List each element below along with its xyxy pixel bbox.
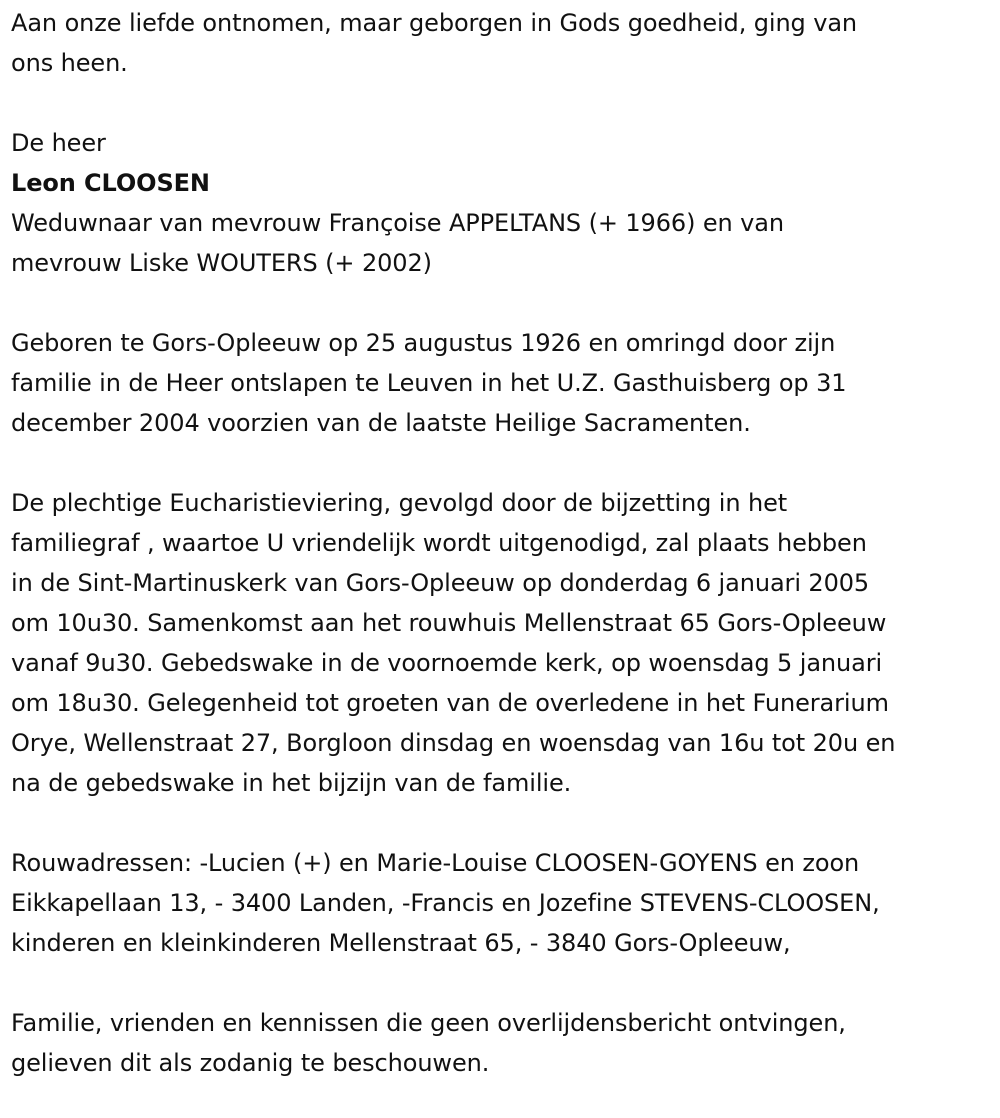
spacer (11, 83, 996, 123)
closing-paragraph: Familie, vrienden en kennissen die geen overlijdensbericht ontvingen, gelieven dit als zodanig te beschouwen. (11, 1009, 846, 1077)
spacer (11, 963, 996, 1003)
death-notice (11, 3, 996, 1083)
addresses-paragraph: Rouwadressen: -Lucien (+) en Marie-Louise CLOOSEN-GOYENS en zoon Eikkapellaan 13, - 3400 Landen, -Francis en Jozefine STEVENS-CLOOSEN, kinderen en kleinkinderen Mellenstraat 65, - 3840 Gors-Opleeuw, (11, 849, 880, 957)
salutation: De heer (11, 129, 106, 157)
intro-paragraph: Aan onze liefde ontnomen, maar geborgen in Gods goedheid, ging van ons heen. (11, 9, 858, 77)
spacer (11, 443, 996, 483)
spacer (11, 803, 996, 843)
widower-paragraph: Weduwnaar van mevrouw Françoise APPELTANS (+ 1966) en van mevrouw Liske WOUTERS (+ 2002) (11, 209, 784, 277)
spacer (11, 283, 996, 323)
deceased-name: Leon CLOOSEN (11, 169, 210, 197)
birth-death-paragraph: Geboren te Gors-Opleeuw op 25 augustus 1926 en omringd door zijn familie in de Heer ontslapen te Leuven in het U.Z. Gasthuisberg op 31 december 2004 voorzien van de laatste Heilige Sacramenten. (11, 329, 847, 437)
ceremony-paragraph: De plechtige Eucharistieviering, gevolgd door de bijzetting in het familiegraf , waartoe U vriendelijk wordt uitgenodigd, zal plaats hebben in de Sint-Martinuskerk van Gors-Opleeuw op donderdag 6 januari 2005 om 10u30. Samenkomst aan het rouwhuis Mellenstraat 65 Gors-Opleeuw vanaf 9u30. Gebedswake in de voornoemde kerk, op woensdag 5 januari om 18u30. Gelegenheid tot groeten van de overledene in het Funerarium Orye, Wellenstraat 27, Borgloon dinsdag en woensdag van 16u tot 20u en na de gebedswake in het bijzijn van de familie. (11, 489, 896, 797)
